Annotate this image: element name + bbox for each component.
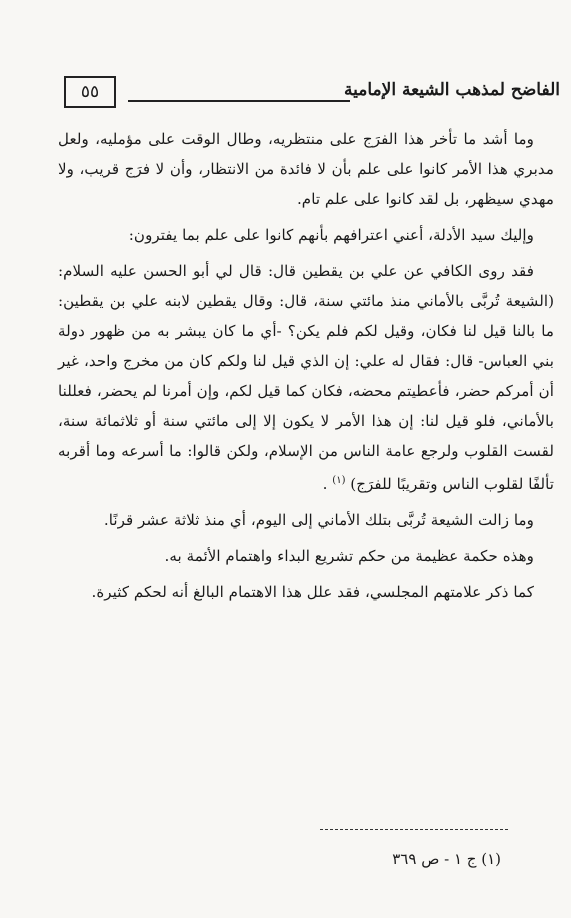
paragraph-5: وهذه حكمة عظيمة من حكم تشريع البداء واهتمام الأئمة به. — [164, 547, 534, 566]
page-number: ٥٥ — [64, 76, 116, 108]
paragraph-1: وما أشد ما تأخر هذا الفرَج على منتظريه، وطال الوقت على مؤمليه، ولعل مدبري هذا الأمر كانوا على علم بأن لا فائدة من الانتظار، وأن لا فرَج قريب، ولا مهدي سيظهر، بل لقد كانوا على علم تام. — [58, 130, 554, 208]
body-text — [58, 124, 554, 613]
quote-text: فقد روى الكافي عن علي بن يقطين قال: قال لي أبو الحسن عليه السلام: (الشيعة تُربَّى بالأماني منذ مائتي سنة، قال: وقال يقطين لابنه علي بن يقطين: ما بالنا قيل لنا فكان، وقيل لكم فلم يكن؟ -أي ما كان يبشر به من ظهور دولة بني العباس- قال: فقال له علي: إن الذي قيل لنا ولكم كان من مخرج واحد، غير أن أمركم حضر، فأعطيتم محضه، فكان كما قيل لكم، وإن أمرنا لم يحضر، فعللنا بالأماني، فلو قيل لنا: إن هذا الأمر لا يكون إلا إلى مائتي سنة أو ثلاثمائة سنة، لقست القلوب ولرجع عامة الناس من الإسلام، ولكن قالوا: ما أسرعه وما أقربه تألفًا لقلوب الناس وتقريبًا للفرَج) — [58, 262, 554, 494]
running-title: الفاضح لمذهب الشيعة الإمامية — [343, 80, 560, 100]
footnote: (١) ج ١ - ص ٣٦٩ — [392, 850, 501, 868]
header-rule — [128, 100, 350, 102]
paragraph-6: كما ذكر علامتهم المجلسي، فقد علل هذا الاهتمام البالغ أنه لحكم كثيرة. — [91, 583, 534, 602]
footnote-separator — [320, 829, 508, 830]
paragraph-2: وإليك سيد الأدلة، أعني اعترافهم بأنهم كانوا على علم بما يفترون: — [128, 226, 534, 244]
paragraph-4: وما زالت الشيعة تُربَّى بتلك الأماني إلى اليوم، أي منذ ثلاثة عشر قرنًا. — [103, 511, 534, 530]
page-header — [60, 76, 560, 116]
paragraph-3-quote: فقد روى الكافي عن علي بن يقطين قال: قال لي أبو الحسن عليه السلام: (الشيعة تُربَّى بالأماني منذ مائتي سنة، قال: وقال يقطين لابنه علي بن يقطين: ما بالنا قيل لنا فكان، وقيل لكم فلم يكن؟ -أي ما كان يبشر به من ظهور دولة بني العباس- قال: فقال له علي: إن الذي قيل لنا ولكم كان من مخرج واحد، غير أن أمركم حضر، فأعطيتم محضه، فكان كما قيل لكم، وإن أمرنا لم يحضر، فعللنا بالأماني، فلو قيل لنا: إن هذا الأمر لا يكون إلا إلى مائتي سنة أو ثلاثمائة سنة، لقست القلوب ولرجع عامة الناس من الإسلام، ولكن قالوا: ما أسرعه وما أقربه تألفًا لقلوب الناس وتقريبًا للفرَج) $^{(١)}$ . — [58, 262, 554, 494]
footnote-marker: (١) — [332, 475, 346, 486]
